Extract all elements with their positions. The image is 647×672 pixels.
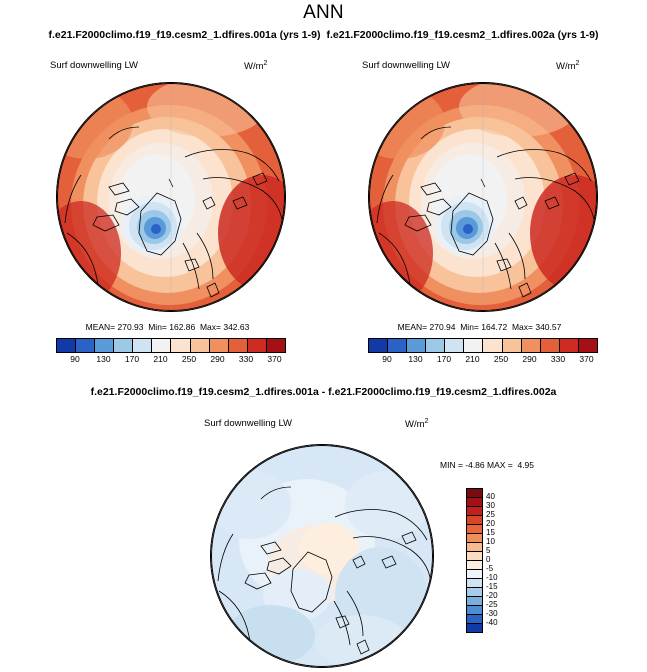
colorbar-swatch (369, 339, 388, 352)
colorbar-swatch (467, 615, 482, 624)
colorbar-tick: -15 (486, 582, 498, 591)
colorbar-case1 (56, 338, 286, 353)
colorbar-swatch (467, 507, 482, 516)
colorbar-swatch (467, 516, 482, 525)
colorbar-tick: 330 (238, 354, 254, 364)
colorbar-tick: 5 (486, 546, 491, 555)
colorbar-swatch (467, 579, 482, 588)
colorbar-swatch (229, 339, 248, 352)
colorbar-ticks-case1 (56, 354, 284, 364)
colorbar-case2 (368, 338, 598, 353)
colorbar-tick: 25 (486, 510, 495, 519)
colorbar-swatch (579, 339, 597, 352)
colorbar-swatch (560, 339, 579, 352)
stats-line-case1: MEAN= 270.93 Min= 162.86 Max= 342.63 (85, 322, 250, 332)
colorbar-swatch (267, 339, 285, 352)
colorbar-swatch (152, 339, 171, 352)
variable-label-case1: Surf downwelling LW (50, 60, 139, 71)
units-label-case2: $W/m^2$ (556, 60, 580, 73)
polar-map-case2 (368, 82, 598, 312)
colorbar-swatch (467, 561, 482, 570)
difference-panel-title: f.e21.F2000climo.f19_f19.cesm2_1.dfires.001a - f.e21.F2000climo.f19_f19.cesm2_1.dfires.002a (90, 386, 557, 398)
colorbar-swatch (467, 570, 482, 579)
colorbar-tick: 15 (486, 528, 495, 537)
colorbar-tick: 210 (153, 354, 168, 364)
colorbar-swatch (467, 624, 482, 632)
colorbar-swatch (464, 339, 483, 352)
colorbar-tick: 170 (436, 354, 452, 364)
colorbar-swatch (467, 543, 482, 552)
variable-label-difference: Surf downwelling LW (204, 418, 293, 429)
panel-title-row (0, 29, 647, 41)
colorbar-tick: 0 (486, 555, 491, 564)
colorbar-swatch (483, 339, 502, 352)
minmax-label-difference: MIN = -4.86 MAX = 4.95 (440, 460, 535, 470)
colorbar-tick: 250 (181, 354, 197, 364)
colorbar-swatch (541, 339, 560, 352)
colorbar-swatch (445, 339, 464, 352)
stats-line-case2: MEAN= 270.94 Min= 164.72 Max= 340.57 (397, 322, 562, 332)
colorbar-swatch (467, 552, 482, 561)
colorbar-tick: 290 (210, 354, 225, 364)
units-label-difference: $W/m^2$ (405, 418, 429, 431)
colorbar-tick: -10 (486, 573, 498, 582)
polar-map-case1 (56, 82, 286, 312)
map-panel-case1 (20, 56, 315, 366)
colorbar-swatch (503, 339, 522, 352)
colorbar-swatch (171, 339, 190, 352)
colorbar-swatch (76, 339, 95, 352)
colorbar-swatch (95, 339, 114, 352)
colorbar-swatch (191, 339, 210, 352)
colorbar-tick: 130 (408, 354, 423, 364)
colorbar-tick: 170 (124, 354, 140, 364)
polar-map-difference (210, 444, 434, 668)
colorbar-tick: 90 (70, 354, 80, 364)
colorbar-swatch (407, 339, 426, 352)
colorbar-swatch (467, 597, 482, 606)
colorbar-tick: 30 (486, 501, 495, 510)
panel-title-left: f.e21.F2000climo.f19_f19.cesm2_1.dfires.001a (yrs 1-9) (48, 29, 321, 41)
colorbar-swatch (467, 606, 482, 615)
colorbar-tick: 210 (465, 354, 480, 364)
colorbar-swatch (210, 339, 229, 352)
colorbar-swatch (467, 525, 482, 534)
colorbar-tick: -30 (486, 609, 498, 618)
colorbar-tick: -25 (486, 600, 498, 609)
colorbar-swatch (467, 489, 482, 498)
colorbar-swatch (133, 339, 152, 352)
colorbar-tick: 370 (267, 354, 282, 364)
colorbar-tick: 330 (550, 354, 566, 364)
colorbar-swatch (467, 588, 482, 597)
colorbar-tick: -20 (486, 591, 498, 600)
units-label-case1: $W/m^2$ (244, 60, 268, 73)
colorbar-swatch (248, 339, 267, 352)
colorbar-tick: -5 (486, 564, 494, 573)
colorbar-tick: 10 (486, 537, 495, 546)
colorbar-tick: 90 (382, 354, 392, 364)
colorbar-tick: 40 (486, 492, 495, 501)
colorbar-tick: 250 (493, 354, 509, 364)
colorbar-ticks-case2 (368, 354, 596, 364)
colorbar-swatch (426, 339, 445, 352)
colorbar-swatch (522, 339, 541, 352)
colorbar-tick: -40 (486, 618, 498, 627)
colorbar-tick: 370 (579, 354, 594, 364)
colorbar-swatch (467, 534, 482, 543)
colorbar-difference (466, 488, 483, 633)
variable-label-case2: Surf downwelling LW (362, 60, 451, 71)
panel-title-right: f.e21.F2000climo.f19_f19.cesm2_1.dfires.002a (yrs 1-9) (326, 29, 599, 41)
colorbar-swatch (388, 339, 407, 352)
colorbar-swatch (114, 339, 133, 352)
map-panel-case2 (332, 56, 627, 366)
page-title: ANN (303, 2, 344, 23)
colorbar-tick: 130 (96, 354, 111, 364)
colorbar-swatch (57, 339, 76, 352)
colorbar-tick: 290 (522, 354, 537, 364)
colorbar-tick: 20 (486, 519, 495, 528)
colorbar-swatch (467, 498, 482, 507)
map-panel-difference (150, 418, 535, 668)
